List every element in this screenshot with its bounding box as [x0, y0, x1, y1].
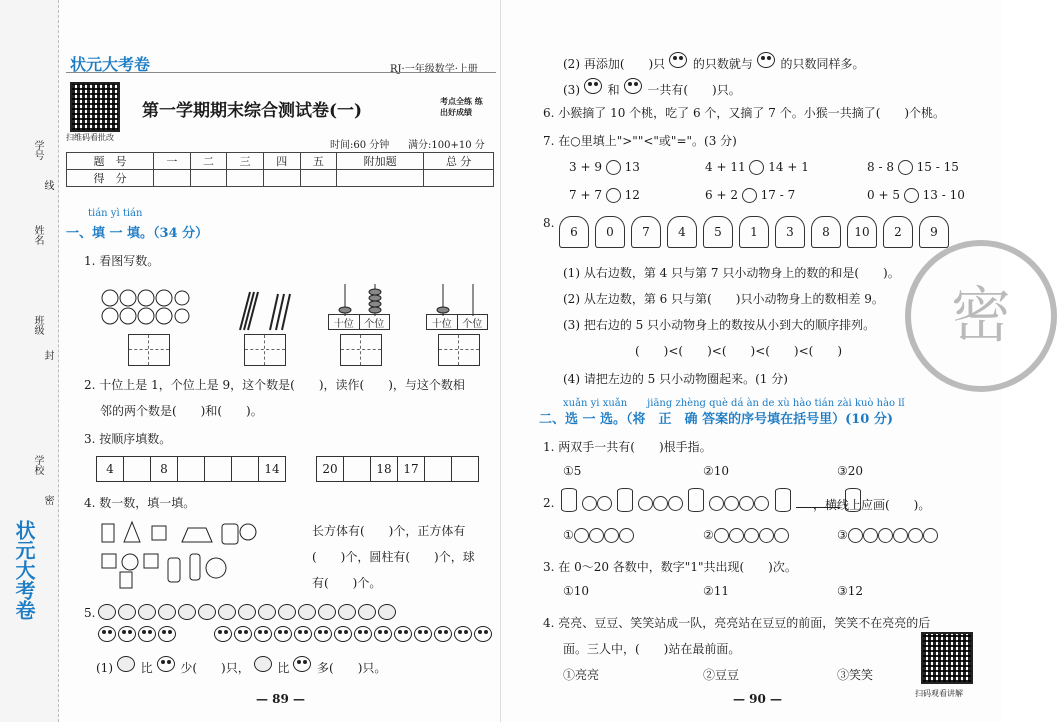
r-q5-sub3-b: 和	[607, 83, 620, 97]
compare-circle[interactable]	[606, 160, 621, 175]
circle-icon	[754, 496, 769, 511]
c4-option-1[interactable]: ①亮亮	[563, 668, 600, 682]
compare-circle[interactable]	[904, 188, 919, 203]
section2-title: 二、选 一 选。（将 正 确 答案的序号填在括号里）(10 分)	[539, 412, 893, 427]
seal-stamp: 密	[905, 240, 1057, 392]
ones-label: 个位	[364, 319, 385, 330]
monkey-icon	[278, 604, 296, 620]
score-cell[interactable]	[154, 170, 191, 187]
r-q5-sub2-c: 的只数同样多。	[780, 57, 865, 71]
score-header-cell: 二	[190, 153, 227, 170]
seq-cell: 8	[151, 457, 178, 482]
monkey-icon	[238, 604, 256, 620]
circle-icon	[574, 528, 589, 543]
animal-icon[interactable]: 4	[667, 216, 697, 248]
page-number-right: — 90 —	[733, 692, 783, 706]
monkey-icon	[98, 604, 116, 620]
seq-cell[interactable]	[425, 457, 452, 482]
exam-full-score: 满分:100+10 分	[408, 140, 485, 151]
score-header-cell: 一	[154, 153, 191, 170]
panda-icon	[414, 626, 432, 642]
q1-answer-box-4[interactable]	[438, 334, 480, 366]
score-cell[interactable]	[190, 170, 227, 187]
cmp-item	[569, 160, 640, 175]
c3-text: 3. 在 0～20 各数中，数字"1"共出现( )次。	[543, 560, 797, 574]
circle-icon	[744, 528, 759, 543]
panda-icon	[394, 626, 412, 642]
score-header-cell: 总 分	[424, 153, 494, 170]
seq-cell: 17	[398, 457, 425, 482]
panda-icon	[274, 626, 292, 642]
qr-code[interactable]	[70, 82, 120, 132]
compare-circle[interactable]	[898, 160, 913, 175]
circle-icon	[848, 528, 863, 543]
cylinder-icon	[775, 488, 791, 512]
q1-text: 1. 看图写数。	[84, 254, 160, 268]
score-header-cell: 四	[263, 153, 300, 170]
panda-icon	[624, 78, 642, 94]
q4-line2: ( )个，圆柱有( )个，球	[312, 550, 475, 564]
panda-icon	[334, 626, 352, 642]
circle-icon	[729, 528, 744, 543]
q2-line1: 2. 十位上是 1，个位上是 9，这个数是( )，读作( )，与这个数相	[84, 378, 465, 392]
page-number-left: — 89 —	[256, 692, 306, 706]
abacus-2-labels	[426, 314, 488, 330]
score-table-score-row	[67, 170, 494, 187]
series-label: RJ·一年级数学·上册	[390, 64, 478, 75]
monkey-row	[98, 604, 398, 624]
seq-cell: 4	[97, 457, 124, 482]
sidebar-banji: 班级	[32, 315, 43, 335]
q5-sub1-e: 多( )只。	[317, 661, 387, 675]
q8-sub1: (1) 从右边数，第 4 只与第 7 只小动物身上的数的和是( )。	[563, 266, 900, 280]
qr-code-right[interactable]	[921, 632, 973, 684]
brand-logo: 状元大考卷	[70, 55, 151, 74]
monkey-icon	[378, 604, 396, 620]
c2-option-2[interactable]	[703, 528, 789, 543]
animal-icon[interactable]: 9	[919, 216, 949, 248]
cmp-left: 4 + 11	[705, 160, 746, 174]
score-header-cell: 题 号	[67, 153, 154, 170]
c2-option-1[interactable]	[563, 528, 634, 543]
cmp-item	[867, 160, 959, 175]
seq-cell[interactable]	[344, 457, 371, 482]
panda-icon	[354, 626, 372, 642]
c2-text: ，横线上应画( )。	[813, 498, 931, 512]
circle-icon	[653, 496, 668, 511]
seq-cell[interactable]	[205, 457, 232, 482]
q8-sub4: (4) 请把左边的 5 只小动物圈起来。(1 分)	[563, 372, 788, 386]
panda-icon	[234, 626, 252, 642]
score-header-cell: 附加题	[337, 153, 424, 170]
squirrel-icon	[157, 656, 175, 672]
header-rule	[66, 72, 496, 73]
cmp-left: 8 - 8	[867, 160, 894, 174]
r-q5-sub3	[563, 78, 741, 98]
q4-line1: 长方体有( )个，正方体有	[312, 524, 466, 538]
left-page	[0, 0, 500, 722]
q4-text: 4. 数一数，填一填。	[84, 496, 196, 510]
animal-icon[interactable]: 2	[883, 216, 913, 248]
abacus-icon	[428, 282, 488, 316]
monkey-icon	[318, 604, 336, 620]
squirrel-icon	[98, 626, 116, 642]
q5-sub1-d: 比	[277, 661, 290, 675]
monkey-icon	[358, 604, 376, 620]
c4-option-2[interactable]: ②豆豆	[703, 668, 740, 682]
cmp-left: 0 + 5	[867, 188, 900, 202]
c3-option-1[interactable]: ①10	[563, 584, 590, 598]
q6-text: 6. 小猴摘了 10 个桃，吃了 6 个，又摘了 7 个。小猴一共摘了( )个桃。	[543, 106, 946, 120]
score-cell[interactable]	[424, 170, 494, 187]
squirrel-row	[98, 626, 178, 646]
c2-number: 2.	[543, 496, 555, 510]
circle-icon	[724, 496, 739, 511]
cmp-item	[705, 188, 795, 203]
monkey-icon	[338, 604, 356, 620]
sticks-picture	[232, 290, 292, 336]
panda-icon	[474, 626, 492, 642]
c4-option-3[interactable]: ③笑笑	[837, 668, 874, 682]
exam-time: 时间:60 分钟	[330, 140, 390, 151]
c4-line2: 面。三人中，( )站在最前面。	[563, 642, 741, 656]
cylinder-icon	[688, 488, 704, 512]
compare-circle[interactable]	[742, 188, 757, 203]
c3-option-3[interactable]: ③12	[837, 584, 864, 598]
panda-icon	[454, 626, 472, 642]
r-q5-sub2	[563, 52, 865, 72]
monkey-icon	[198, 604, 216, 620]
cmp-right: 15 - 15	[916, 160, 959, 174]
cmp-item	[705, 160, 809, 175]
cmp-left: 6 + 2	[705, 188, 738, 202]
cmp-right: 13 - 10	[922, 188, 965, 202]
squirrel-icon	[584, 78, 602, 94]
circle-icon	[863, 528, 878, 543]
cylinder-icon	[561, 488, 577, 512]
q1-answer-box-3[interactable]	[340, 334, 382, 366]
compare-circle[interactable]	[749, 160, 764, 175]
r-q5-sub3-c: 一共有( )只。	[647, 83, 741, 97]
cylinder-icon	[617, 488, 633, 512]
cmp-right: 17 - 7	[760, 188, 796, 202]
score-header-cell: 三	[227, 153, 264, 170]
q5-number: 5.	[84, 606, 96, 620]
q3-text: 3. 按顺序填数。	[84, 432, 172, 446]
seq-cell: 20	[317, 457, 344, 482]
sidebar-xian: 线	[42, 180, 53, 190]
section2-pinyin: xuǎn yi xuǎn jiāng zhèng què dá àn de xù hào tián zài kuò hào lǐ	[563, 398, 905, 409]
score-cell[interactable]	[300, 170, 337, 187]
section1-title: 一、填 一 填。（34 分）	[66, 226, 209, 241]
sidebar-feng: 封	[42, 350, 53, 360]
c1-option-1[interactable]: ①5	[563, 464, 582, 478]
panda-icon	[254, 626, 272, 642]
squirrel-icon	[138, 626, 156, 642]
circle-icon	[589, 528, 604, 543]
circle-icon	[893, 528, 908, 543]
tens-label: 十位	[427, 315, 458, 329]
tens-label: 十位	[329, 315, 360, 329]
c1-text: 1. 两双手一共有( )根手指。	[543, 440, 712, 454]
c3-option-2[interactable]: ②11	[703, 584, 730, 598]
qr-caption: 扫维码看批改	[66, 133, 114, 142]
sidebar-xingming: 姓名	[32, 225, 43, 245]
q8-sub3: (3) 把右边的 5 只小动物身上的数按从小到大的顺序排列。	[563, 318, 876, 332]
animal-icon[interactable]: 1	[739, 216, 769, 248]
monkey-icon	[118, 604, 136, 620]
circle-icon	[597, 496, 612, 511]
q8-sub3-blanks: ( )<( )<( )<( )<( )	[635, 344, 843, 358]
sidebar-xuexiao: 学校	[32, 455, 43, 475]
squirrel-icon	[158, 626, 176, 642]
score-cell[interactable]	[227, 170, 264, 187]
seq-cell: 18	[371, 457, 398, 482]
panda-icon	[374, 626, 392, 642]
r-q5-sub2-a: (2) 再添加( )只	[563, 57, 666, 71]
monkey-icon	[158, 604, 176, 620]
q5-sub1-b: 比	[140, 661, 153, 675]
cmp-left: 3 + 9	[569, 160, 602, 174]
peaches-picture	[100, 288, 190, 328]
q5-sub1	[96, 656, 386, 676]
q8-number: 8.	[543, 216, 555, 230]
circle-icon	[923, 528, 938, 543]
score-cell[interactable]	[263, 170, 300, 187]
slogan: 考点全练 练出好成绩	[440, 96, 483, 117]
monkey-icon	[178, 604, 196, 620]
c2-option-3[interactable]	[837, 528, 938, 543]
monkey-icon	[298, 604, 316, 620]
animal-icon[interactable]: 10	[847, 216, 877, 248]
r-q5-sub2-b: 的只数就与	[692, 57, 753, 71]
c2-option-2-label: ②	[703, 528, 714, 542]
c2-option-3-label: ③	[837, 528, 848, 542]
sidebar-brand: 状元大考卷	[12, 520, 36, 620]
circle-icon	[714, 528, 729, 543]
c2-option-1-label: ①	[563, 528, 574, 542]
r-q5-sub3-a: (3)	[563, 83, 580, 97]
panda-icon	[314, 626, 332, 642]
seq-cell: 14	[259, 457, 286, 482]
binding-sidebar	[0, 0, 59, 722]
solid-shapes-icon	[98, 518, 268, 590]
c4-line1: 4. 亮亮、豆豆、笑笑站成一队，亮亮站在豆豆的前面，笑笑不在亮亮的后	[543, 616, 931, 630]
circle-icon	[774, 528, 789, 543]
panda-row	[214, 626, 494, 646]
cmp-right: 12	[624, 188, 640, 202]
squirrel-icon	[293, 656, 311, 672]
sidebar-mi: 密	[42, 495, 53, 505]
q5-sub1-c: 少( )只，	[180, 661, 250, 675]
animal-icon[interactable]: 3	[775, 216, 805, 248]
circle-icon	[759, 528, 774, 543]
q2-line2: 邻的两个数是( )和( )。	[100, 404, 263, 418]
q1-answer-box-1[interactable]	[128, 334, 170, 366]
peach-icon-group	[100, 288, 190, 328]
monkey-icon	[138, 604, 156, 620]
circle-icon	[619, 528, 634, 543]
solids-picture	[98, 518, 268, 594]
animal-icon[interactable]: 7	[631, 216, 661, 248]
seq-cell[interactable]	[124, 457, 151, 482]
cmp-item	[569, 188, 640, 203]
q7-text: 7. 在○里填上">""<"或"="。(3 分)	[543, 134, 737, 148]
circle-icon	[878, 528, 893, 543]
sequence-1	[96, 456, 286, 482]
q1-answer-box-2[interactable]	[244, 334, 286, 366]
score-header-cell: 五	[300, 153, 337, 170]
exam-title: 第一学期期末综合测试卷(一)	[142, 101, 363, 121]
score-table	[66, 152, 494, 187]
animal-icon[interactable]: 0	[595, 216, 625, 248]
sidebar-xuehao: 学号	[32, 140, 43, 160]
sequence-2	[316, 456, 479, 482]
cmp-item	[867, 188, 965, 203]
abacus-icon	[330, 282, 390, 316]
panda-icon	[294, 626, 312, 642]
section1-pinyin: tián yì tián	[88, 208, 143, 219]
stick-bundle-icon	[232, 290, 292, 332]
animal-row	[559, 216, 949, 248]
squirrel-icon	[118, 626, 136, 642]
monkey-icon	[254, 656, 272, 672]
q4-line3: 有( )个。	[312, 576, 382, 590]
score-cell[interactable]	[337, 170, 424, 187]
score-table-header-row	[67, 153, 494, 170]
qr-caption-right: 扫码观看讲解	[915, 689, 963, 698]
circle-icon	[739, 496, 754, 511]
panda-icon	[757, 52, 775, 68]
c1-option-3[interactable]: ③20	[837, 464, 864, 478]
seq-cell[interactable]	[232, 457, 259, 482]
q8-sub2: (2) 从左边数，第 6 只与第( )只小动物身上的数相差 9。	[563, 292, 884, 306]
c1-option-2[interactable]: ②10	[703, 464, 730, 478]
panda-icon	[434, 626, 452, 642]
cmp-right: 13	[624, 160, 640, 174]
cmp-left: 7 + 7	[569, 188, 602, 202]
circle-icon	[582, 496, 597, 511]
cmp-right: 14 + 1	[768, 160, 809, 174]
seq-cell[interactable]	[452, 457, 479, 482]
panda-icon	[214, 626, 232, 642]
animal-icon[interactable]: 5	[703, 216, 733, 248]
monkey-icon	[117, 656, 135, 672]
compare-circle[interactable]	[606, 188, 621, 203]
circle-icon	[709, 496, 724, 511]
monkey-icon	[218, 604, 236, 620]
animal-icon[interactable]: 8	[811, 216, 841, 248]
animal-icon[interactable]: 6	[559, 216, 589, 248]
monkey-icon	[258, 604, 276, 620]
circle-icon	[908, 528, 923, 543]
seq-cell[interactable]	[178, 457, 205, 482]
squirrel-icon	[669, 52, 687, 68]
q5-sub1-a: (1)	[96, 661, 113, 675]
circle-icon	[638, 496, 653, 511]
score-row-label: 得 分	[67, 170, 154, 187]
circle-icon	[604, 528, 619, 543]
circle-icon	[668, 496, 683, 511]
abacus-1-labels	[328, 314, 390, 330]
ones-label: 个位	[462, 319, 483, 330]
